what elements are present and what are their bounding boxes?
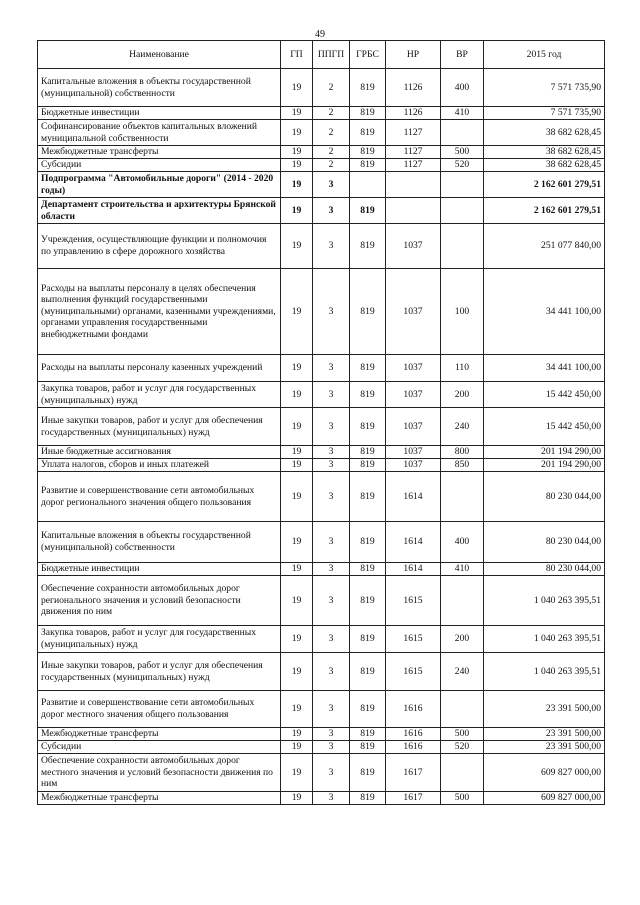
row-nr: 1615 bbox=[386, 653, 441, 691]
row-gp: 19 bbox=[281, 792, 313, 805]
row-gp: 19 bbox=[281, 563, 313, 576]
row-grbs: 819 bbox=[350, 269, 386, 355]
row-ppgp: 3 bbox=[313, 198, 350, 224]
row-ppgp: 3 bbox=[313, 382, 350, 408]
row-amount: 38 682 628,45 bbox=[484, 120, 605, 146]
table-row bbox=[38, 382, 605, 408]
row-ppgp: 3 bbox=[313, 269, 350, 355]
row-gp: 19 bbox=[281, 146, 313, 159]
row-grbs: 819 bbox=[350, 653, 386, 691]
row-amount: 7 571 735,90 bbox=[484, 107, 605, 120]
table-row bbox=[38, 754, 605, 792]
row-grbs: 819 bbox=[350, 576, 386, 626]
row-vr: 200 bbox=[441, 626, 484, 653]
table-row bbox=[38, 146, 605, 159]
row-nr: 1037 bbox=[386, 459, 441, 472]
table-row bbox=[38, 728, 605, 741]
header-year-2015: 2015 год bbox=[484, 41, 605, 69]
row-nr: 1617 bbox=[386, 754, 441, 792]
table-row bbox=[38, 159, 605, 172]
row-ppgp: 3 bbox=[313, 691, 350, 728]
row-gp: 19 bbox=[281, 172, 313, 198]
row-amount: 80 230 044,00 bbox=[484, 563, 605, 576]
table-row bbox=[38, 691, 605, 728]
row-amount: 15 442 450,00 bbox=[484, 382, 605, 408]
row-ppgp: 3 bbox=[313, 355, 350, 382]
row-nr: 1616 bbox=[386, 728, 441, 741]
row-vr: 850 bbox=[441, 459, 484, 472]
row-vr: 410 bbox=[441, 563, 484, 576]
row-ppgp: 3 bbox=[313, 522, 350, 563]
row-grbs: 819 bbox=[350, 159, 386, 172]
row-gp: 19 bbox=[281, 741, 313, 754]
row-amount: 80 230 044,00 bbox=[484, 472, 605, 522]
row-name: Межбюджетные трансферты bbox=[38, 728, 281, 741]
row-vr bbox=[441, 691, 484, 728]
row-ppgp: 2 bbox=[313, 120, 350, 146]
row-grbs: 819 bbox=[350, 120, 386, 146]
row-amount: 23 391 500,00 bbox=[484, 691, 605, 728]
row-grbs: 819 bbox=[350, 382, 386, 408]
row-name: Субсидии bbox=[38, 159, 281, 172]
row-amount: 38 682 628,45 bbox=[484, 146, 605, 159]
row-vr: 110 bbox=[441, 355, 484, 382]
row-amount: 609 827 000,00 bbox=[484, 792, 605, 805]
row-grbs: 819 bbox=[350, 741, 386, 754]
row-ppgp: 3 bbox=[313, 446, 350, 459]
page-number: 49 bbox=[315, 29, 325, 40]
table-row bbox=[38, 741, 605, 754]
row-amount: 251 077 840,00 bbox=[484, 224, 605, 269]
row-grbs bbox=[350, 172, 386, 198]
row-vr bbox=[441, 198, 484, 224]
row-ppgp: 3 bbox=[313, 754, 350, 792]
row-name: Субсидии bbox=[38, 741, 281, 754]
row-vr: 100 bbox=[441, 269, 484, 355]
row-ppgp: 3 bbox=[313, 626, 350, 653]
row-amount: 2 162 601 279,51 bbox=[484, 172, 605, 198]
table-body bbox=[38, 69, 605, 805]
row-gp: 19 bbox=[281, 626, 313, 653]
table-row bbox=[38, 355, 605, 382]
row-vr: 500 bbox=[441, 146, 484, 159]
row-grbs: 819 bbox=[350, 107, 386, 120]
row-gp: 19 bbox=[281, 472, 313, 522]
row-ppgp: 3 bbox=[313, 576, 350, 626]
row-name: Иные бюджетные ассигнования bbox=[38, 446, 281, 459]
row-name: Иные закупки товаров, работ и услуг для обеспечения государственных (муниципальных) нужд bbox=[38, 653, 281, 691]
row-nr: 1126 bbox=[386, 69, 441, 107]
row-name: Департамент строительства и архитектуры Брянской области bbox=[38, 198, 281, 224]
row-nr: 1037 bbox=[386, 269, 441, 355]
row-name: Иные закупки товаров, работ и услуг для обеспечения государственных (муниципальных) нужд bbox=[38, 408, 281, 446]
row-gp: 19 bbox=[281, 576, 313, 626]
row-vr: 240 bbox=[441, 653, 484, 691]
row-nr bbox=[386, 198, 441, 224]
row-grbs: 819 bbox=[350, 728, 386, 741]
row-vr: 520 bbox=[441, 159, 484, 172]
row-grbs: 819 bbox=[350, 754, 386, 792]
row-ppgp: 3 bbox=[313, 653, 350, 691]
row-nr: 1614 bbox=[386, 472, 441, 522]
row-grbs: 819 bbox=[350, 198, 386, 224]
row-gp: 19 bbox=[281, 408, 313, 446]
row-vr: 500 bbox=[441, 728, 484, 741]
row-gp: 19 bbox=[281, 728, 313, 741]
row-name: Капитальные вложения в объекты государственной (муниципальной) собственности bbox=[38, 69, 281, 107]
row-nr: 1126 bbox=[386, 107, 441, 120]
row-vr: 410 bbox=[441, 107, 484, 120]
row-ppgp: 2 bbox=[313, 159, 350, 172]
header-gp: ГП bbox=[281, 41, 313, 69]
row-name: Обеспечение сохранности автомобильных дорог местного значения и условий безопасности движения по ним bbox=[38, 754, 281, 792]
header-vr: ВР bbox=[441, 41, 484, 69]
row-vr bbox=[441, 172, 484, 198]
table-row bbox=[38, 626, 605, 653]
header-nr: НР bbox=[386, 41, 441, 69]
row-gp: 19 bbox=[281, 107, 313, 120]
row-gp: 19 bbox=[281, 653, 313, 691]
row-amount: 2 162 601 279,51 bbox=[484, 198, 605, 224]
row-name: Обеспечение сохранности автомобильных дорог регионального значения и условий безопасности движения по ним bbox=[38, 576, 281, 626]
header-grbs: ГРБС bbox=[350, 41, 386, 69]
row-name: Уплата налогов, сборов и иных платежей bbox=[38, 459, 281, 472]
table-row bbox=[38, 653, 605, 691]
row-gp: 19 bbox=[281, 522, 313, 563]
row-amount: 34 441 100,00 bbox=[484, 355, 605, 382]
row-ppgp: 3 bbox=[313, 792, 350, 805]
row-amount: 23 391 500,00 bbox=[484, 728, 605, 741]
row-grbs: 819 bbox=[350, 146, 386, 159]
row-amount: 201 194 290,00 bbox=[484, 446, 605, 459]
budget-table bbox=[37, 40, 605, 805]
row-grbs: 819 bbox=[350, 691, 386, 728]
table-row bbox=[38, 224, 605, 269]
row-name: Бюджетные инвестиции bbox=[38, 563, 281, 576]
row-grbs: 819 bbox=[350, 446, 386, 459]
row-name: Расходы на выплаты персоналу в целях обеспечения выполнения функций государственными (муниципальными) органами, казенными учреждениями, органами управления государственными внебюджетными фондами bbox=[38, 269, 281, 355]
table-row bbox=[38, 172, 605, 198]
row-ppgp: 2 bbox=[313, 107, 350, 120]
row-vr bbox=[441, 472, 484, 522]
row-ppgp: 3 bbox=[313, 563, 350, 576]
row-nr: 1127 bbox=[386, 159, 441, 172]
row-vr: 500 bbox=[441, 792, 484, 805]
row-nr: 1037 bbox=[386, 408, 441, 446]
row-ppgp: 2 bbox=[313, 146, 350, 159]
row-nr: 1037 bbox=[386, 224, 441, 269]
header-name: Наименование bbox=[38, 41, 281, 69]
table-row bbox=[38, 792, 605, 805]
row-grbs: 819 bbox=[350, 522, 386, 563]
row-name: Развитие и совершенствование сети автомобильных дорог местного значения общего пользования bbox=[38, 691, 281, 728]
row-nr: 1617 bbox=[386, 792, 441, 805]
row-amount: 7 571 735,90 bbox=[484, 69, 605, 107]
row-vr: 400 bbox=[441, 69, 484, 107]
row-gp: 19 bbox=[281, 446, 313, 459]
row-gp: 19 bbox=[281, 459, 313, 472]
table-row bbox=[38, 120, 605, 146]
table-row bbox=[38, 107, 605, 120]
row-name: Закупка товаров, работ и услуг для государственных (муниципальных) нужд bbox=[38, 382, 281, 408]
row-name: Софинансирование объектов капитальных вложений муниципальной собственности bbox=[38, 120, 281, 146]
table-row bbox=[38, 563, 605, 576]
row-vr bbox=[441, 754, 484, 792]
row-gp: 19 bbox=[281, 198, 313, 224]
row-vr bbox=[441, 120, 484, 146]
row-ppgp: 2 bbox=[313, 69, 350, 107]
row-amount: 38 682 628,45 bbox=[484, 159, 605, 172]
row-grbs: 819 bbox=[350, 792, 386, 805]
row-amount: 23 391 500,00 bbox=[484, 741, 605, 754]
row-gp: 19 bbox=[281, 224, 313, 269]
row-nr: 1127 bbox=[386, 120, 441, 146]
row-name: Закупка товаров, работ и услуг для государственных (муниципальных) нужд bbox=[38, 626, 281, 653]
row-name: Подпрограмма "Автомобильные дороги" (2014 - 2020 годы) bbox=[38, 172, 281, 198]
row-vr: 800 bbox=[441, 446, 484, 459]
row-gp: 19 bbox=[281, 382, 313, 408]
table-row bbox=[38, 459, 605, 472]
table-row bbox=[38, 522, 605, 563]
row-grbs: 819 bbox=[350, 563, 386, 576]
row-nr: 1616 bbox=[386, 691, 441, 728]
table-row bbox=[38, 408, 605, 446]
row-name: Развитие и совершенствование сети автомобильных дорог регионального значения общего пользования bbox=[38, 472, 281, 522]
row-amount: 609 827 000,00 bbox=[484, 754, 605, 792]
row-gp: 19 bbox=[281, 69, 313, 107]
row-nr: 1616 bbox=[386, 741, 441, 754]
row-nr: 1037 bbox=[386, 382, 441, 408]
row-grbs: 819 bbox=[350, 355, 386, 382]
row-nr bbox=[386, 172, 441, 198]
row-gp: 19 bbox=[281, 355, 313, 382]
row-grbs: 819 bbox=[350, 224, 386, 269]
row-ppgp: 3 bbox=[313, 408, 350, 446]
row-vr: 240 bbox=[441, 408, 484, 446]
row-ppgp: 3 bbox=[313, 224, 350, 269]
table-header-row bbox=[38, 41, 605, 69]
table-row bbox=[38, 472, 605, 522]
row-name: Расходы на выплаты персоналу казенных учреждений bbox=[38, 355, 281, 382]
row-gp: 19 bbox=[281, 159, 313, 172]
row-grbs: 819 bbox=[350, 408, 386, 446]
row-nr: 1614 bbox=[386, 522, 441, 563]
row-name: Учреждения, осуществляющие функции и полномочия по управлению в сфере дорожного хозяйства bbox=[38, 224, 281, 269]
row-vr: 520 bbox=[441, 741, 484, 754]
row-amount: 80 230 044,00 bbox=[484, 522, 605, 563]
row-grbs: 819 bbox=[350, 472, 386, 522]
table-row bbox=[38, 446, 605, 459]
row-ppgp: 3 bbox=[313, 472, 350, 522]
row-gp: 19 bbox=[281, 120, 313, 146]
row-ppgp: 3 bbox=[313, 741, 350, 754]
row-amount: 15 442 450,00 bbox=[484, 408, 605, 446]
row-amount: 34 441 100,00 bbox=[484, 269, 605, 355]
row-gp: 19 bbox=[281, 754, 313, 792]
row-grbs: 819 bbox=[350, 69, 386, 107]
row-amount: 201 194 290,00 bbox=[484, 459, 605, 472]
row-amount: 1 040 263 395,51 bbox=[484, 576, 605, 626]
row-grbs: 819 bbox=[350, 626, 386, 653]
header-ppgp: ППГП bbox=[313, 41, 350, 69]
row-nr: 1037 bbox=[386, 446, 441, 459]
table-row bbox=[38, 198, 605, 224]
row-ppgp: 3 bbox=[313, 172, 350, 198]
row-vr bbox=[441, 576, 484, 626]
row-nr: 1127 bbox=[386, 146, 441, 159]
row-nr: 1614 bbox=[386, 563, 441, 576]
table-row bbox=[38, 269, 605, 355]
row-ppgp: 3 bbox=[313, 459, 350, 472]
row-gp: 19 bbox=[281, 691, 313, 728]
row-amount: 1 040 263 395,51 bbox=[484, 626, 605, 653]
table-row bbox=[38, 576, 605, 626]
row-name: Межбюджетные трансферты bbox=[38, 792, 281, 805]
row-nr: 1615 bbox=[386, 626, 441, 653]
row-name: Бюджетные инвестиции bbox=[38, 107, 281, 120]
row-nr: 1615 bbox=[386, 576, 441, 626]
row-amount: 1 040 263 395,51 bbox=[484, 653, 605, 691]
row-vr bbox=[441, 224, 484, 269]
row-nr: 1037 bbox=[386, 355, 441, 382]
row-gp: 19 bbox=[281, 269, 313, 355]
row-vr: 200 bbox=[441, 382, 484, 408]
row-name: Капитальные вложения в объекты государственной (муниципальной) собственности bbox=[38, 522, 281, 563]
row-name: Межбюджетные трансферты bbox=[38, 146, 281, 159]
row-vr: 400 bbox=[441, 522, 484, 563]
table-row bbox=[38, 69, 605, 107]
row-ppgp: 3 bbox=[313, 728, 350, 741]
row-grbs: 819 bbox=[350, 459, 386, 472]
